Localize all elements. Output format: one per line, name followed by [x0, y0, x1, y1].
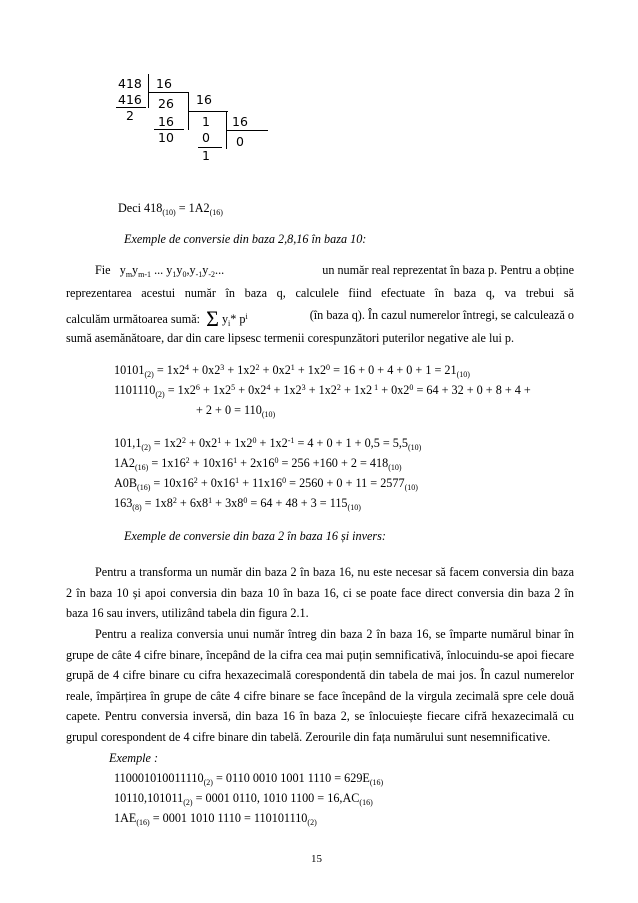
paragraph-line: sumă asemănătoare, dar din care lipsesc termenii corespunzători puterilor negative ale lui p. [66, 331, 515, 345]
product: 16 [158, 114, 174, 129]
example-line: $110001010011110_{(2)} = 0110$ 0010 1001 $1110 = 629E_{(16)}$ [114, 771, 384, 787]
result-line [118, 201, 223, 217]
paragraph-line [66, 306, 248, 332]
division-line [148, 92, 188, 93]
divisor: 16 [232, 114, 248, 129]
sigma-symbol: Σ [206, 306, 219, 331]
example-line: $1AE_{(16)} = 0001$ 1010 $1110 = 110101110_{(2)}$ [114, 811, 317, 827]
example-line: $10110,101011_{(2)} = 0001$ 0110, 1010 $1100 = 16,AC_{(16)}$ [114, 791, 373, 807]
division-line [116, 107, 146, 108]
paragraph-line: reprezentarea acestui număr în baza q, calculele fiind efectuate în baza q, va trebui să [66, 286, 574, 300]
quotient: 26 [158, 96, 174, 111]
paragraph-line [95, 263, 224, 279]
equation: $A0B_{(16)} = 10x16^2 + 0x16^1 + 11x16^0 = 2560 + 0 + 11 = 2577_{(10)}$ [114, 476, 418, 492]
division-line [226, 130, 268, 131]
equation: $1101110_{(2)} = 1x2^6 + 1x2^5 + 0x2^4 + 1x2^3 + 1x2^2 + 1x2$ $^1 + 0x2^0 = 64 + 32 + 0 + 8 + 4$ + [114, 383, 531, 399]
division-line [198, 147, 222, 148]
remainder: 2 [126, 108, 134, 123]
paragraph: Pentru a transforma un număr din baza 2 în baza 16, nu este necesar să facem conversia din baza 2 în baza 10 și apoi conversia din baza 10 în baza 16, ci se poate face direct conversia din baza 2 în baza 16 sau invers, utilizând tabela din figura 2.1. [66, 565, 574, 620]
paragraph-line: (în baza q). În cazul numerelor întregi, se calculează o [309, 308, 574, 322]
section-heading: Exemple de conversie din baza 2 în baza 16 și invers: [124, 529, 386, 543]
subscript: (10) [162, 208, 176, 217]
division-line [188, 111, 228, 112]
divisor: 16 [196, 92, 212, 107]
divisor: 16 [156, 76, 172, 91]
division-figure [116, 74, 268, 178]
subscript: i [228, 319, 231, 328]
equation: $163_{(8)} = 1x8^2 + 6x8^1 + 3x8^0 = 64 + 48 + 3 = 115_{(10)}$ [114, 496, 361, 512]
quotient: 1 [202, 114, 210, 129]
remainder: 10 [158, 130, 174, 145]
section-heading: Exemple de conversie din baza 2,8,16 în baza 10: [124, 232, 367, 246]
dividend: 418 [118, 76, 142, 91]
equation: $1A2_{(16)} = 1x16^2 + 10x16^1 + 2x16^0 = 256 +160 + 2 = 418_{(10)}$ [114, 456, 402, 472]
division-line [154, 129, 184, 130]
text: * p [230, 312, 246, 326]
text: calculăm următoarea sumă: [66, 312, 200, 326]
remainder: 1 [202, 148, 210, 163]
paragraph: Pentru a realiza conversia unui număr întreg din baza 2 în baza 16, se împarte numărul binar în grupe de câte 4 cifre binare, începând de la cifra cea mai puțin semnificativă, înlocuindu-se apoi fiecare grupă de 4 cifre binare cu cifra hexazecimală corespondentă din tabela de mai jos. În cazul numerelor reale, împărțirea în grupe de câte 4 cifre binare se face începând de la virgula zecimală spre cele două capete. Pentru conversia inversă, din baza 16 în baza 2, se înlocuiește fiecare cifră hexazecimală cu grupul corespondent de 4 cifre binare din tabelă. Zerourile din fața numărului sunt nesemnificative. [66, 627, 574, 744]
sequence: $y_my_{m-1}$ ... $y_1y_0,y_{-1}y_{-2}$... [119, 263, 225, 279]
division-line [148, 74, 149, 108]
superscript: i [245, 312, 248, 321]
text: Fie [95, 263, 111, 277]
equation-continuation: + $2 + 0 = 110_{(10)}$ [196, 403, 276, 419]
text: Deci 418 [118, 201, 163, 215]
text: y [221, 312, 229, 326]
equation: $101,1_{(2)} = 1x2^2 + 0x2^1 + 1x2^0 + 1x2^{-1} = 4 + 0 + 1 + 0,5 = 5,5_{(10)}$ [114, 436, 422, 452]
equation: $10101_{(2)} = 1x2^4 + 0x2^3 + 1x2^2 + 0x2^1 + 1x2^0 = 16 + 0 + 4 + 0 + 1 = 21_{(10)}$ [114, 363, 470, 379]
product: 0 [202, 130, 210, 145]
text: = 1A2 [175, 201, 210, 215]
subscript: (16) [209, 208, 223, 217]
paragraph-line: un număr real reprezentat în baza p. Pentru a obține [322, 263, 574, 277]
quotient: 0 [236, 134, 244, 149]
examples-label: Exemple : [109, 751, 159, 765]
page-number: 15 [311, 853, 322, 865]
product: 416 [118, 92, 142, 107]
